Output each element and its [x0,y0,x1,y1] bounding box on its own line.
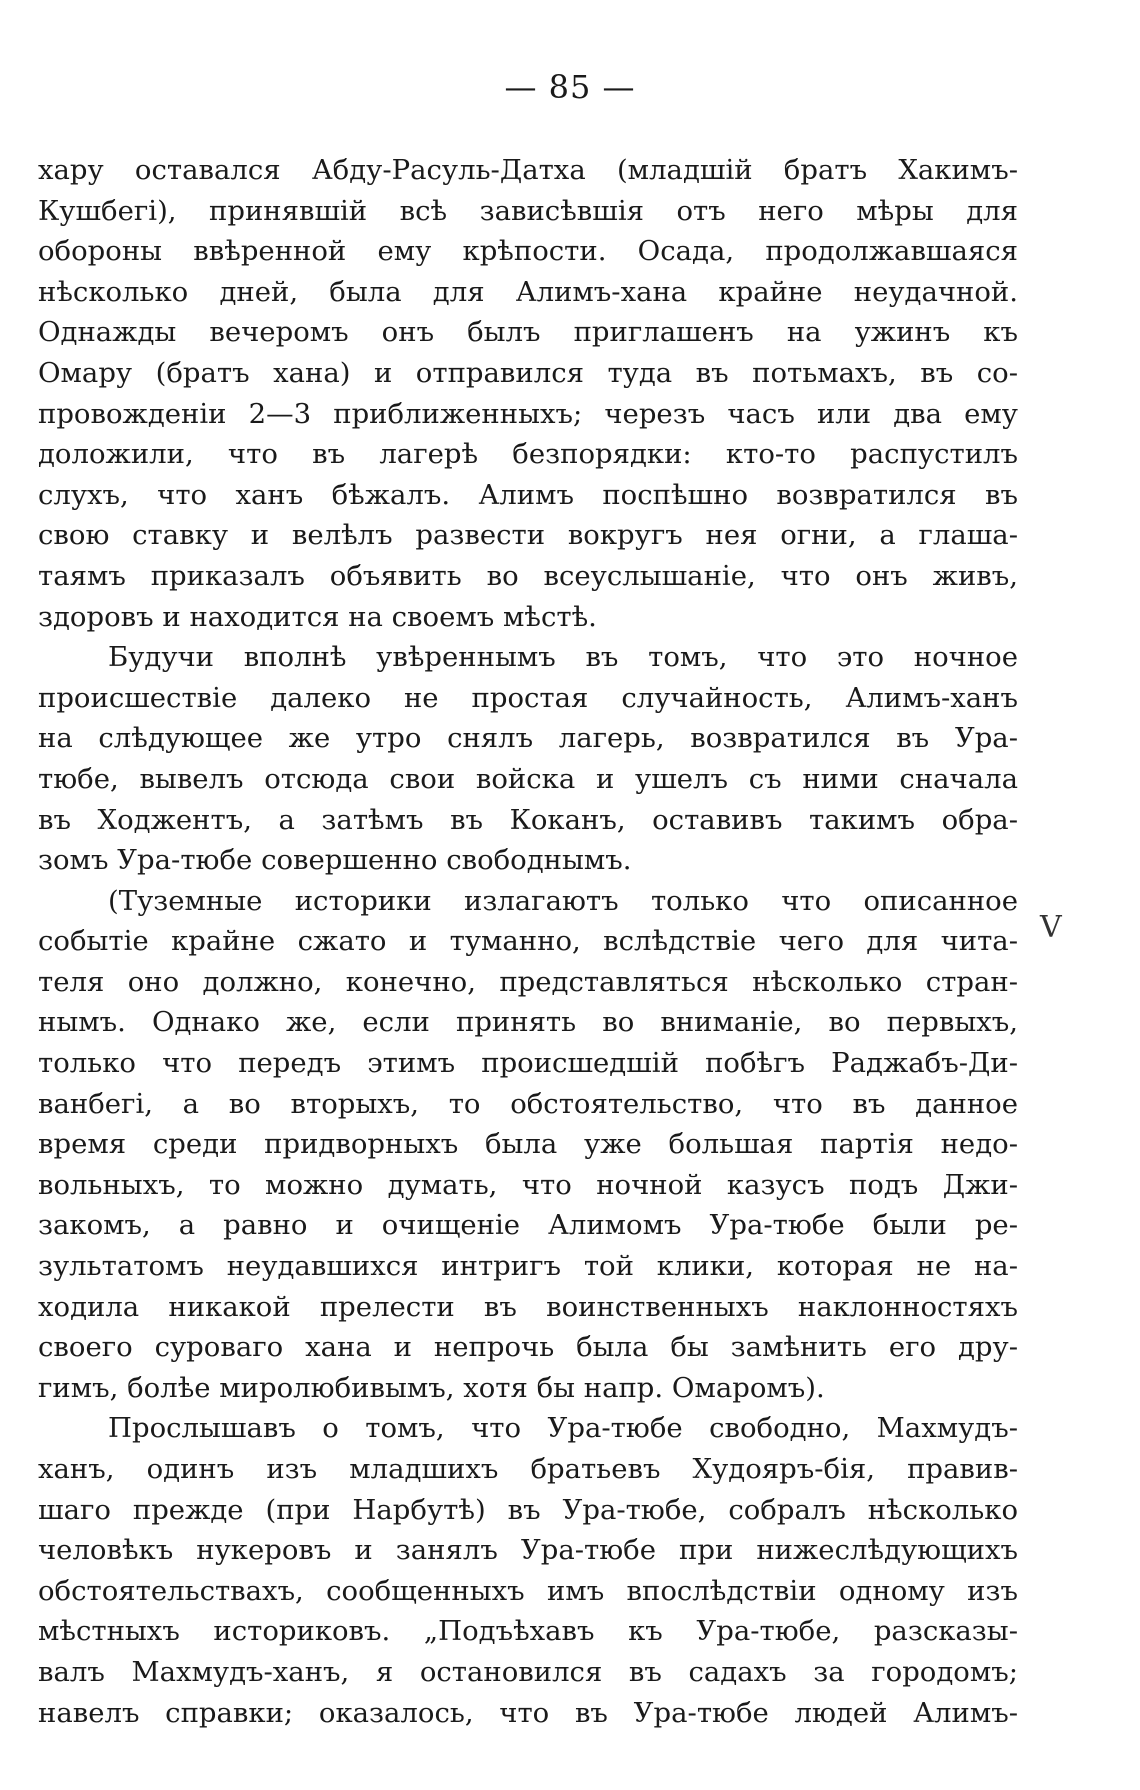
text-line: доложили, что въ лагерѣ безпорядки: кто-то распустилъ [38,438,1018,471]
text-line: теля оно должно, конечно, представляться нѣсколько стран- [38,965,1018,998]
text-line: Будучи вполнѣ увѣреннымъ въ томъ, что это ночное [108,641,1018,674]
text-line: обстоятельствахъ, сообщенныхъ имъ впослѣдствіи одному изъ [38,1574,1018,1607]
text-line: нѣсколько дней, была для Алимъ-хана крайне неудачной. [38,275,1018,308]
text-line: человѣкъ нукеровъ и занялъ Ура-тюбе при нижеслѣдующихъ [38,1534,1018,1567]
text-line: хару оставался Абду-Расуль-Датха (младшій братъ Хакимъ- [38,154,1018,186]
text-line: свою ставку и велѣлъ развести вокругъ нея огни, а глаша- [38,519,1018,552]
text-line: происшествіе далеко не простая случайность, Алимъ-ханъ [38,681,1018,714]
text-line: въ Ходжентъ, а затѣмъ въ Коканъ, оставивъ такимъ обра- [38,803,1018,836]
text-line: на слѣдующее же утро снялъ лагерь, возвратился въ Ура- [38,722,1018,755]
text-line: провожденіи 2—3 приближенныхъ; черезъ часъ или два ему [38,397,1018,430]
text-line: событіе крайне сжато и туманно, вслѣдствіе чего для чита- [38,925,1018,958]
text-line: вольныхъ, то можно думать, что ночной казусъ подъ Джи- [38,1168,1018,1201]
text-line: Однажды вечеромъ онъ былъ приглашенъ на ужинъ къ [38,316,1018,349]
text-line: ванбегі, а во вторыхъ, то обстоятельство, что въ данное [38,1087,1018,1120]
text-line: навелъ справки; оказалось, что въ Ура-тюбе людей Алимъ- [38,1696,1018,1729]
text-line: обороны ввѣренной ему крѣпости. Осада, продолжавшаяся [38,235,1018,268]
text-line: своего суроваго хана и непрочь была бы замѣнить его дру- [38,1331,1018,1364]
text-line: Кушбегі), принявшій всѣ зависѣвшія отъ него мѣры для [38,194,1018,227]
text-line: ханъ, одинъ изъ младшихъ братьевъ Худояръ-бія, правив- [38,1453,1018,1485]
text-line: слухъ, что ханъ бѣжалъ. Алимъ поспѣшно возвратился въ [38,478,1018,511]
text-line: здоровъ и находится на своемъ мѣстѣ. [38,600,597,633]
page-number: — 85 — [504,68,636,106]
text-line: только что передъ этимъ происшедшій побѣгъ Раджабъ-Ди- [38,1047,1018,1080]
text-line: шаго прежде (при Нарбутѣ) въ Ура-тюбе, собралъ нѣсколько [38,1493,1018,1526]
text-line: тюбе, вывелъ отсюда свои войска и ушелъ съ ними сначала [38,762,1018,795]
body-text [38,150,1018,1733]
text-line: зультатомъ неудавшихся интригъ той клики, которая не на- [38,1250,1018,1283]
text-line: Омару (братъ хана) и отправился туда въ потьмахъ, въ со- [38,356,1018,389]
text-line: мѣстныхъ историковъ. „Подъѣхавъ къ Ура-тюбе, разсказы- [38,1615,1018,1648]
text-line: нымъ. Однако же, если принять во вниманіе, во первыхъ, [38,1006,1018,1039]
text-line: таямъ приказалъ объявить во всеуслышаніе, что онъ живъ, [38,559,1018,592]
text-line: валъ Махмудъ-ханъ, я остановился въ садахъ за городомъ; [38,1655,1018,1688]
margin-check-mark: V [1040,910,1062,945]
text-line: (Туземные историки излагаютъ только что описанное [108,884,1018,917]
text-line: время среди придворныхъ была уже большая партія недо- [38,1128,1018,1161]
text-line: закомъ, а равно и очищеніе Алимомъ Ура-тюбе были ре- [38,1209,1018,1242]
text-line: ходила никакой прелести въ воинственныхъ наклонностяхъ [38,1290,1018,1323]
text-line: зомъ Ура-тюбе совершенно свободнымъ. [38,844,632,877]
text-line: гимъ, болѣе миролюбивымъ, хотя бы напр. Омаромъ). [38,1371,825,1404]
text-line: Прослышавъ о томъ, что Ура-тюбе свободно, Махмудъ- [108,1412,1018,1445]
